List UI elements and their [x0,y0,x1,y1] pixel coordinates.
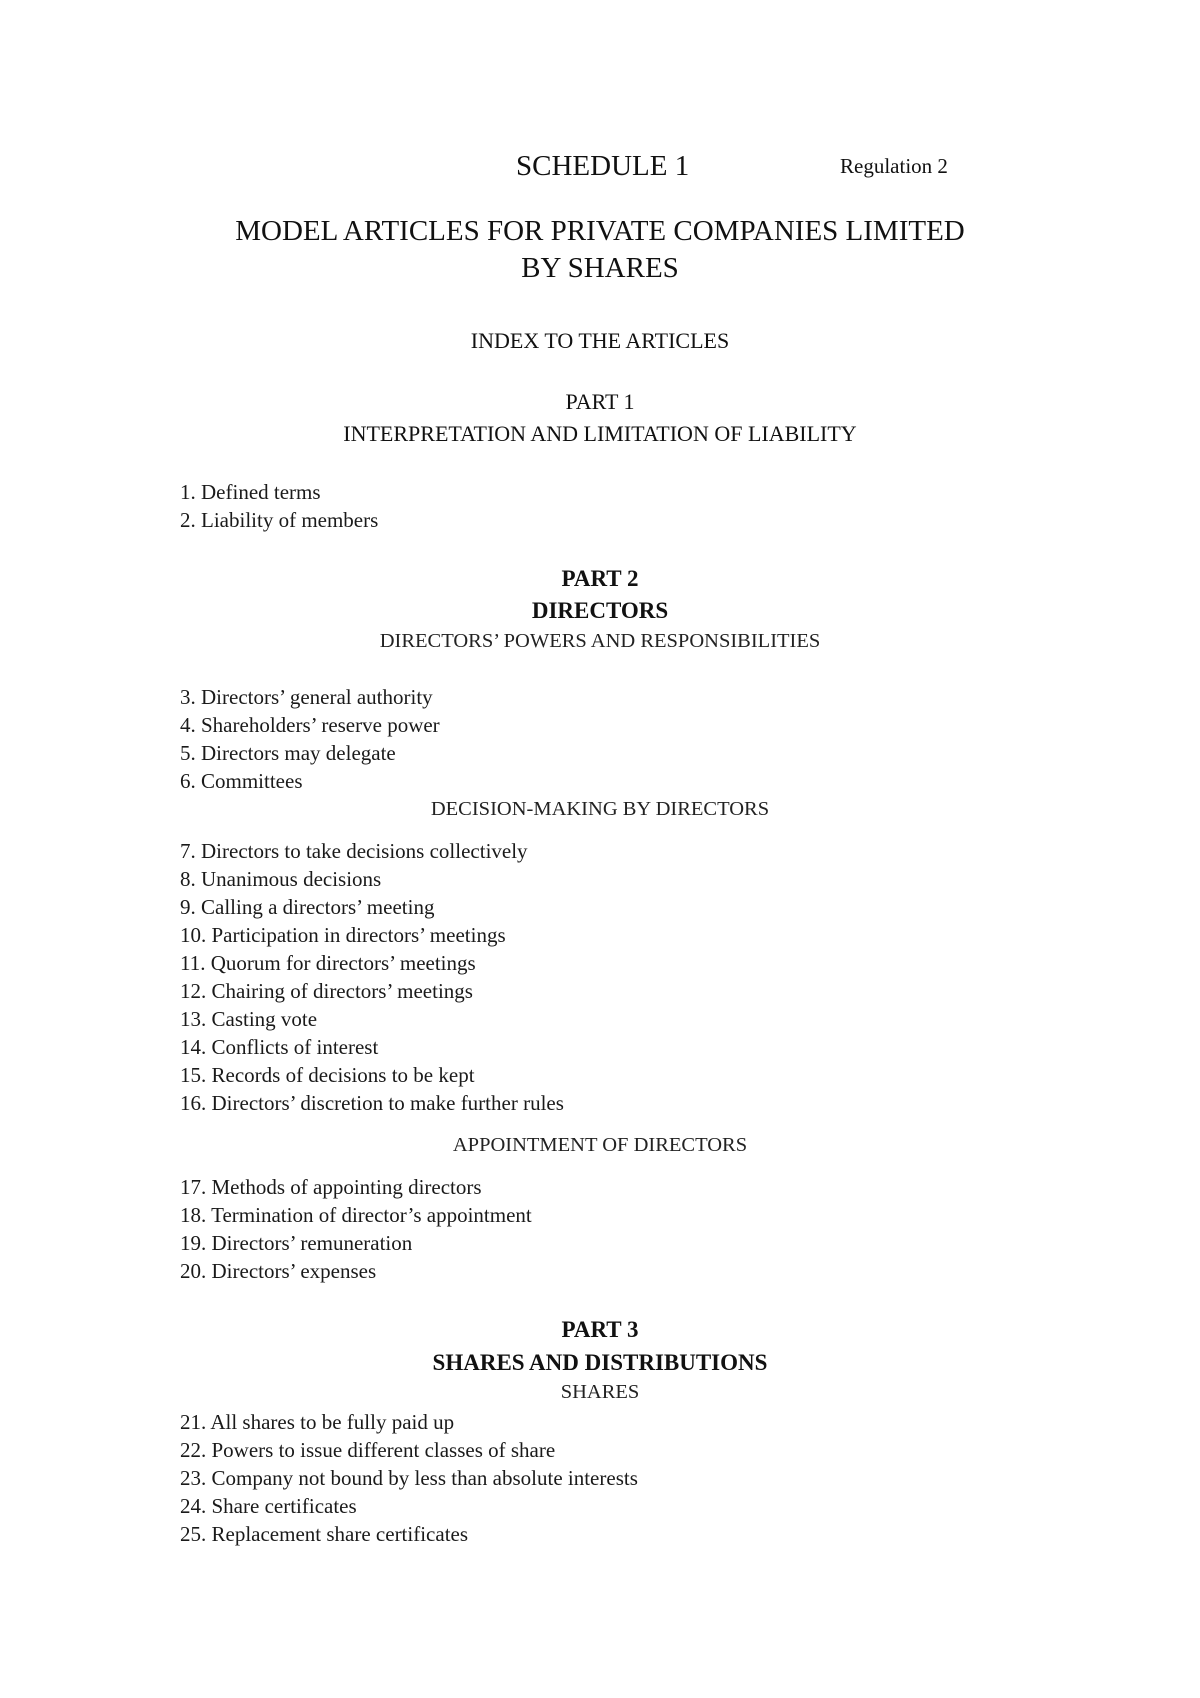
index-heading: INDEX TO THE ARTICLES [470,328,730,353]
part-1-title: INTERPRETATION AND LIMITATION OF LIABILITY [343,421,857,446]
list-item: 21. All shares to be fully paid up [180,1410,455,1434]
list-item: 15. Records of decisions to be kept [180,1063,475,1087]
document-title-line-1: MODEL ARTICLES FOR PRIVATE COMPANIES LIMITED [235,215,965,247]
list-item: 8. Unanimous decisions [180,867,382,891]
list-item: 11. Quorum for directors’ meetings [180,951,476,975]
part-1-label: PART 1 [565,389,635,414]
part-3-title: SHARES AND DISTRIBUTIONS [432,1350,768,1375]
list-item: 9. Calling a directors’ meeting [180,895,435,919]
section-heading: DECISION-MAKING BY DIRECTORS [430,798,770,820]
list-item: 5. Directors may delegate [180,741,396,765]
part-2-title: DIRECTORS [531,598,669,623]
list-item: 25. Replacement share certificates [180,1522,469,1546]
part-2-label: PART 2 [561,566,639,591]
list-item: 7. Directors to take decisions collectively [180,839,528,863]
part-3-label: PART 3 [561,1317,639,1342]
list-item: 3. Directors’ general authority [180,685,433,709]
list-item: 16. Directors’ discretion to make further rules [180,1091,564,1115]
list-item: 2. Liability of members [180,508,379,532]
list-item: 22. Powers to issue different classes of share [180,1438,556,1462]
document-title-line-2: BY SHARES [521,252,679,284]
list-item: 14. Conflicts of interest [180,1035,379,1059]
list-item: 20. Directors’ expenses [180,1259,377,1283]
list-item: 18. Termination of director’s appointment [180,1203,532,1227]
list-item: 23. Company not bound by less than absolute interests [180,1466,638,1490]
list-item: 24. Share certificates [180,1494,357,1518]
section-heading: DIRECTORS’ POWERS AND RESPONSIBILITIES [379,630,821,652]
regulation-reference: Regulation 2 [840,154,948,178]
list-item: 10. Participation in directors’ meetings [180,923,506,947]
schedule-heading: SCHEDULE 1 [516,150,690,182]
list-item: 13. Casting vote [180,1007,318,1031]
list-item: 6. Committees [180,769,303,793]
list-item: 19. Directors’ remuneration [180,1231,413,1255]
list-item: 4. Shareholders’ reserve power [180,713,440,737]
list-item: 17. Methods of appointing directors [180,1175,482,1199]
list-item: 1. Defined terms [180,480,321,504]
section-heading: APPOINTMENT OF DIRECTORS [452,1134,748,1156]
section-heading: SHARES [560,1381,640,1403]
list-item: 12. Chairing of directors’ meetings [180,979,473,1003]
